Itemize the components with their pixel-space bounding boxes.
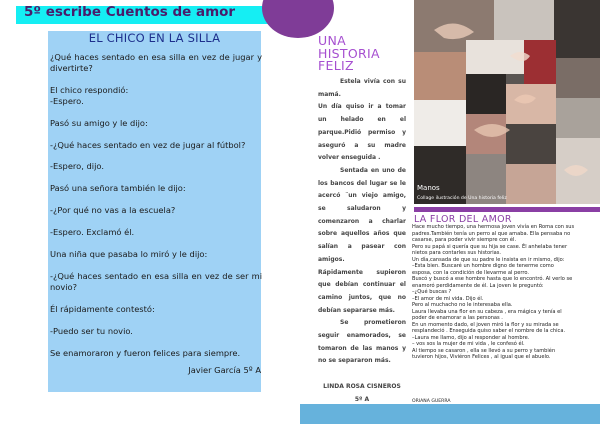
flor-line: esposa, con la condición de llevarme al perro. (412, 269, 530, 276)
story-author: Javier García 5º A (188, 365, 261, 375)
historia-paragraph (318, 368, 406, 381)
historia-paragraph: Rápidamente supieron que debían continuar el camino juntos, que no debían separarse más. (318, 268, 406, 314)
story-line-gap (50, 150, 262, 161)
flor-line: padres.También tenía un perro al que amaba. Ella pensaba no (412, 230, 571, 237)
flor-line: enamoró perdidamente de él. La joven le preguntó: (412, 282, 544, 289)
story-line-gap (50, 194, 262, 205)
flor-line: resplandeció . Enseguida quiso saber el nombre de la chica. (412, 328, 566, 334)
historia-title-line: HISTORIA (318, 45, 380, 61)
flor-line: tuvieron hijos, Viviéron Felices , al igual que el abuelo. (412, 354, 551, 360)
flor-line: poder de enamorar a las personas . (412, 315, 503, 321)
story-line: -¿Qué haces sentado en vez de jugar al fútbol? (50, 139, 246, 150)
flor-line: –¿Qué buscas ? (412, 289, 452, 295)
flor-line: Hace mucho tiempo, una hermosa joven vivía en Roma con sus (412, 224, 575, 230)
flor-line: Pero su papá si quería que su hija se case. Él anhelaba tener (412, 243, 568, 250)
story-line: -Espero. Exclamó él. (50, 227, 135, 238)
flor-line: –Esta bien. Buscaré un hombre digno de tenerme como (412, 263, 554, 269)
hands-icon (414, 0, 600, 204)
story-title: EL CHICO EN LA SILLA (88, 31, 221, 45)
flor-accent-bar (414, 207, 600, 212)
story-line: El chico respondió: (50, 84, 129, 95)
flor-author: ORIANA GUERRA (412, 399, 451, 404)
story-line: -Puedo ser tu novio. (50, 325, 133, 336)
historia-paragraph: Un día quiso ir a tomar un helado en el parque.Pidió permiso y aseguró a su madre volver enseguida . (318, 103, 406, 162)
historia-text (318, 76, 406, 406)
story-line: Pasó una señora también le dijo: (50, 183, 186, 194)
flor-line: Al tiempo se casaron , ella se llevó a su perro y también (412, 347, 556, 354)
story-line: Pasó su amigo y le dijo: (50, 117, 148, 128)
story-line: Se enamoraron y fueron felices para siempre. (50, 347, 241, 358)
flor-line: Laura llevaba una flor en su cabeza , era mágica y tenía el (412, 308, 562, 315)
hands-collage-image (414, 0, 600, 204)
collage-title: Manos (417, 184, 440, 192)
flor-line: Pero al muchacho no le interesaba ella. (412, 302, 513, 308)
story-line: ¿Qué haces sentado en esa silla en vez de jugar y divertirte? (50, 52, 262, 73)
historia-paragraph: Estela vivía con su mamá. (318, 78, 406, 98)
footer-bar (300, 404, 600, 424)
story-line: -Espero. (50, 95, 84, 106)
flor-line: Buscó y buscó a ese hombre hasta que lo encontró. Al verlo se (412, 276, 573, 282)
story-line-gap (50, 315, 262, 326)
historia-paragraph: Sentada en uno de los bancos del lugar se le acercó ¨un viejo amigo, se saludaron y comenzaron a charlar sobre aquellos años que salían a pasear con amigos. (318, 166, 406, 263)
story-line: -¿Por qué no vas a la escuela? (50, 205, 176, 216)
flor-line: En un momento dado, el joven miró la flor y su mirada se (412, 321, 559, 328)
historia-title (318, 35, 398, 73)
story-line-gap (50, 107, 262, 118)
flor-line: nietos para contarles sus historias. (412, 250, 502, 256)
flor-line: –El amor de mi vida. Dijo él. (412, 295, 484, 302)
flor-line: – vos sos la mujer de mi vida , le confesó él. (412, 341, 525, 347)
historia-paragraph: Se prometieron seguir enamorados, se tomaron de las manos y no se separaron más. (318, 319, 406, 365)
historia-title-line: FELIZ (318, 58, 354, 73)
historia-title-line: UNA (318, 33, 346, 48)
story-line-gap (50, 260, 262, 271)
flor-line: Un día,cansada de que su padre le insista en ir mismo, dijo: (412, 256, 565, 263)
story-line-gap (50, 293, 262, 304)
magazine-section-title: 5º escribe Cuentos de amor (24, 4, 236, 20)
flor-text (412, 224, 598, 361)
story-line: Él rápidamente contestó: (50, 303, 155, 314)
story-line: -¿Qué haces sentado en esa silla en vez de ser mi novio? (50, 270, 262, 292)
story-line-gap (50, 74, 262, 85)
story-line-gap (50, 337, 262, 348)
collage-caption: Collage ilustración de Una historia feliz (417, 196, 507, 201)
story-text (50, 52, 262, 359)
story-line-gap (50, 129, 262, 140)
flor-title: LA FLOR DEL AMOR (414, 214, 512, 225)
historia-paragraph: 5º A (354, 395, 370, 403)
flor-line: casarse, para poder vivir siempre con él. (412, 237, 517, 243)
historia-paragraph: LINDA ROSA CISNEROS (323, 382, 401, 390)
story-line-gap (50, 216, 262, 227)
story-line-gap (50, 238, 262, 249)
flor-line: –Laura me llamo, dijo al responder al hombre. (412, 334, 530, 341)
story-line: Una niña que pasaba lo miró y le dijo: (50, 249, 208, 260)
story-line: -Espero, dijo. (50, 161, 104, 172)
story-line-gap (50, 172, 262, 183)
